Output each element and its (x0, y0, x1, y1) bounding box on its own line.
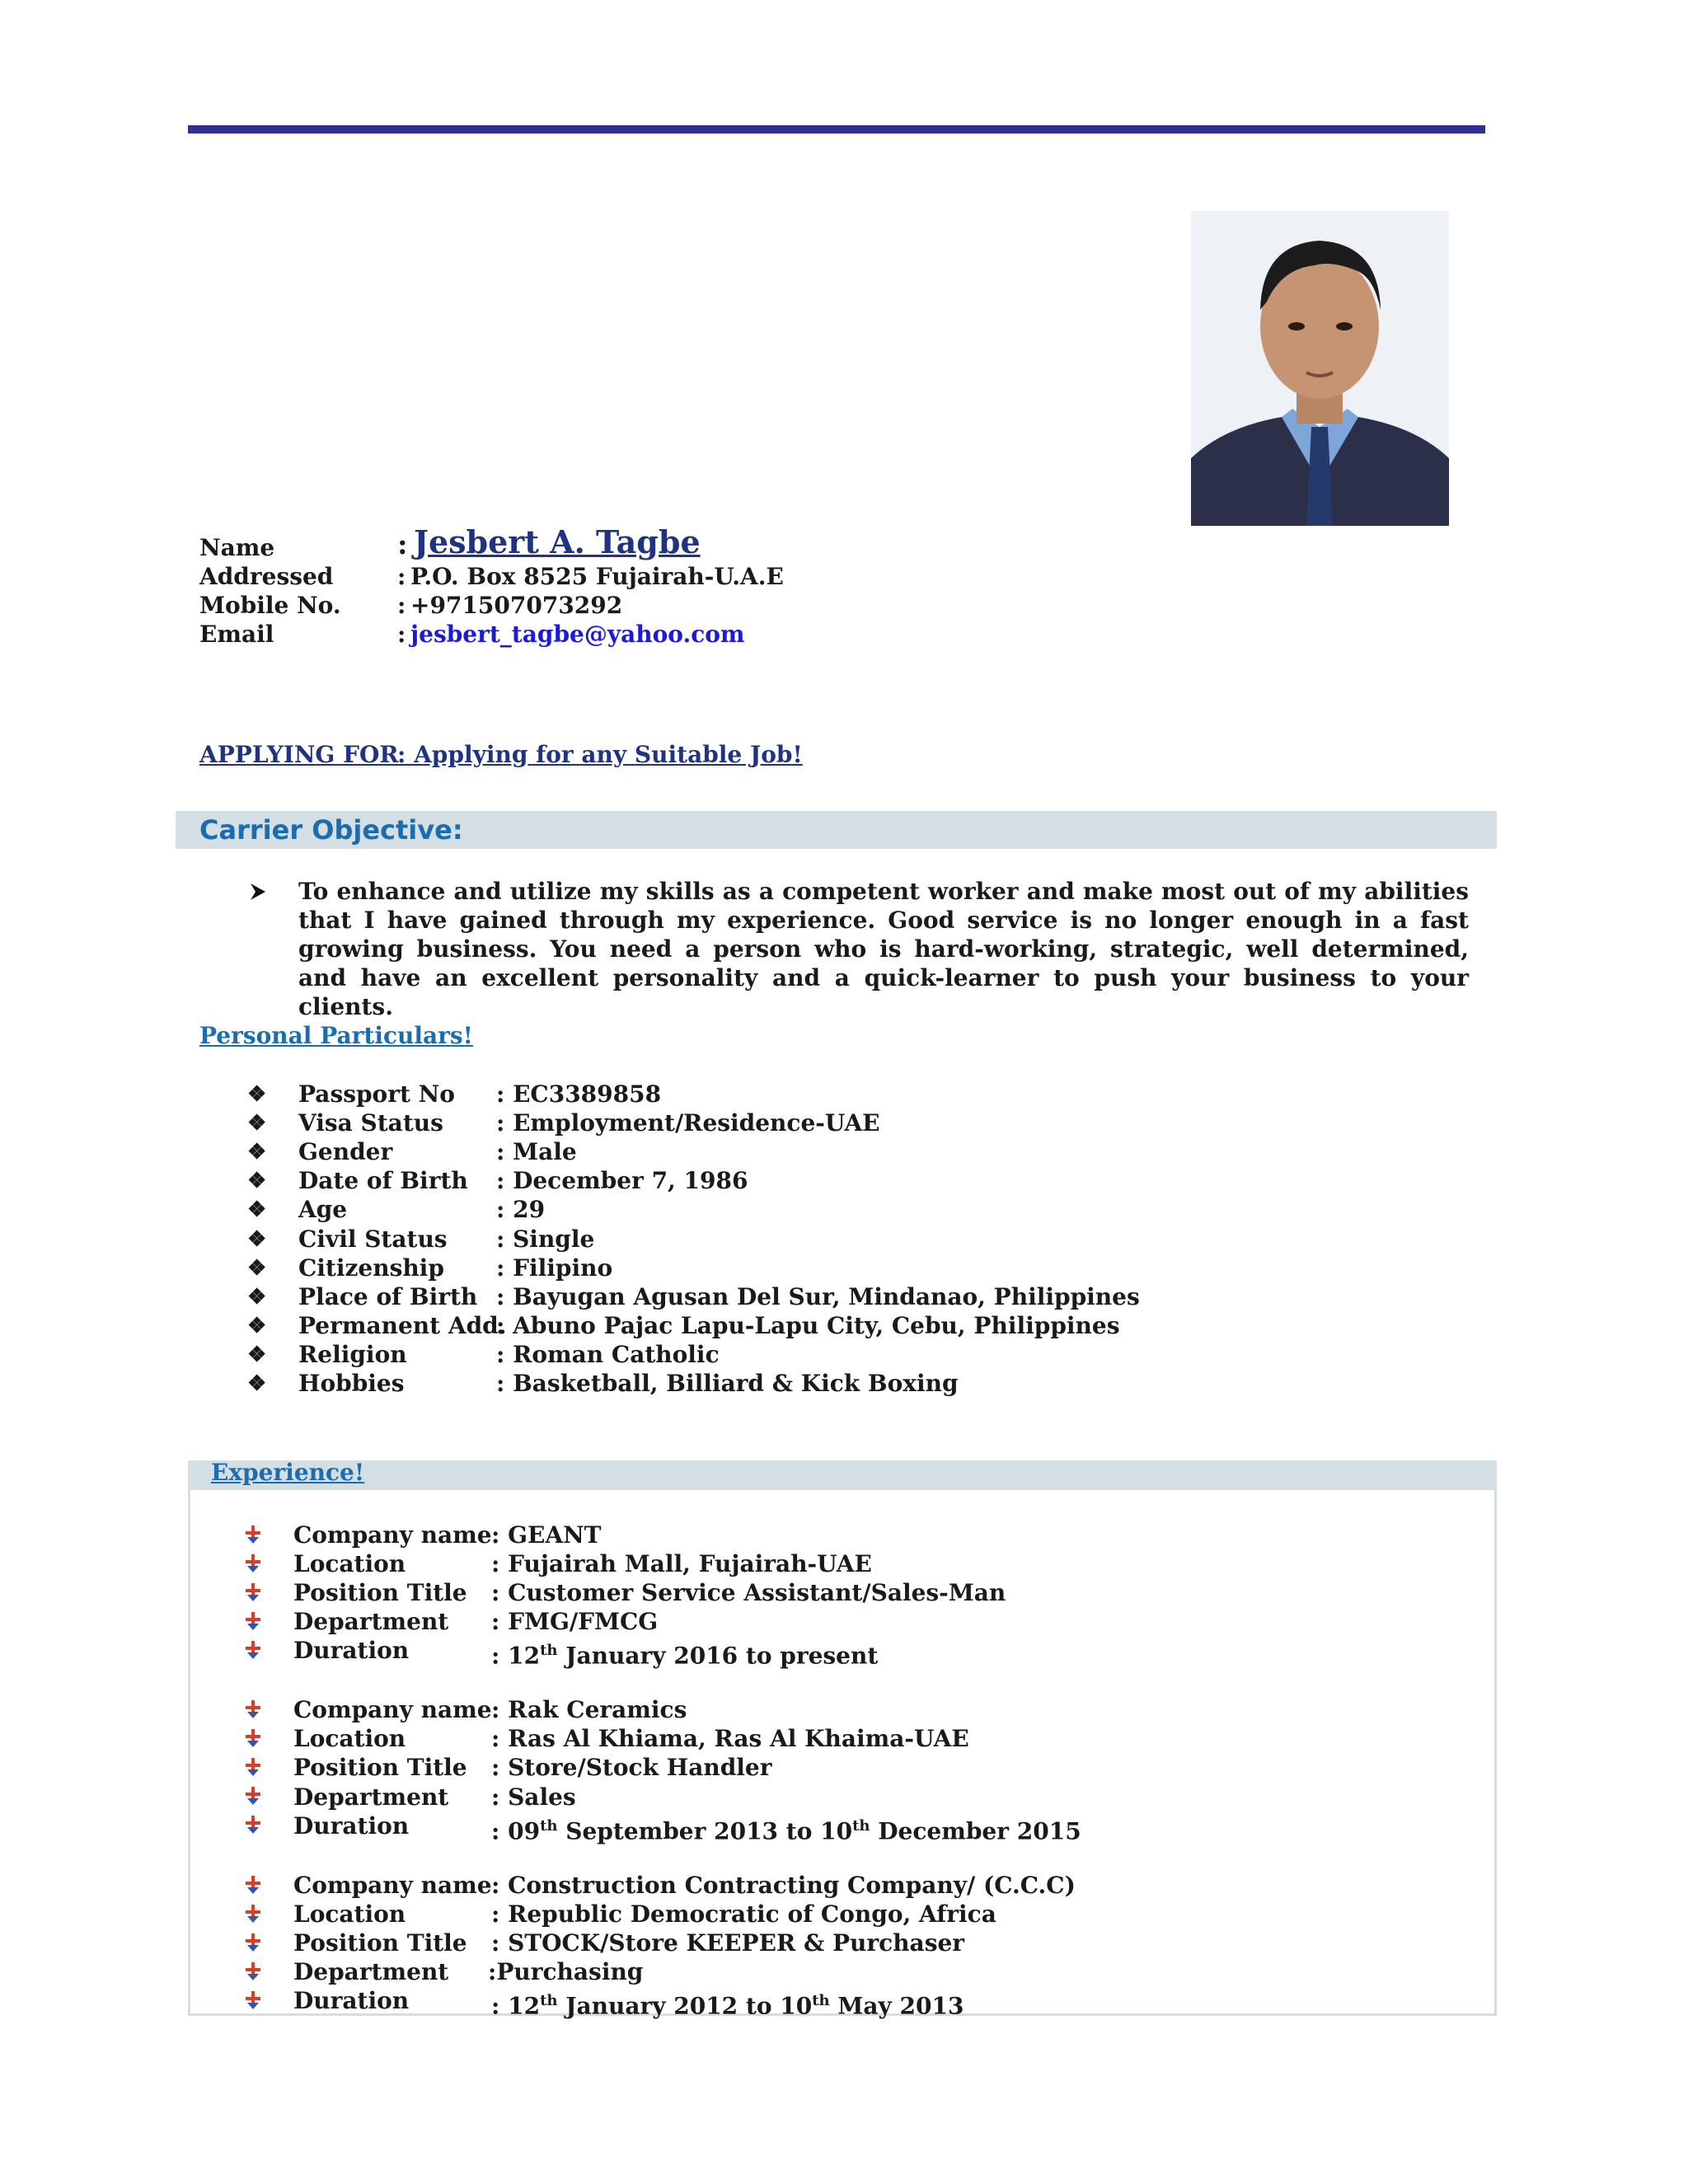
job-location-value: : Fujairah Mall, Fujairah-UAE (491, 1550, 872, 1577)
job-company-value: : GEANT (491, 1521, 602, 1549)
job-location-label: Location (293, 1725, 406, 1752)
address-colon: : (397, 563, 406, 590)
arrowhead-bullet-icon (249, 882, 267, 902)
diamond-cross-bullet-icon: ❖ (247, 1082, 267, 1107)
applying-value: : Applying for any Suitable Job! (397, 741, 803, 768)
diamond-cross-bullet-icon: ❖ (247, 1140, 267, 1165)
email-label: Email (199, 621, 274, 648)
diamond-cross-bullet-icon: ❖ (247, 1314, 267, 1338)
name-label: Name (199, 534, 275, 561)
down-arrow-plus-bullet-icon (244, 1582, 262, 1603)
job-department-value: : FMG/FMCG (491, 1608, 659, 1635)
diamond-cross-bullet-icon: ❖ (247, 1285, 267, 1310)
mobile-colon: : (397, 592, 406, 619)
job-position-value: : Store/Stock Handler (491, 1754, 772, 1781)
job-company-label: Company name (293, 1872, 492, 1899)
profile-photo (1191, 211, 1449, 526)
personal-item-hobbies (247, 1369, 1071, 1399)
mobile-label: Mobile No. (199, 592, 341, 619)
personal-item-value: : Male (496, 1138, 577, 1165)
job-position-label: Position Title (293, 1929, 467, 1957)
personal-item-label: Civil Status (298, 1226, 448, 1253)
down-arrow-plus-bullet-icon (244, 1727, 262, 1749)
personal-item-civil-status (247, 1225, 1071, 1254)
down-arrow-plus-bullet-icon (244, 1903, 262, 1924)
diamond-cross-bullet-icon: ❖ (247, 1111, 267, 1136)
diamond-cross-bullet-icon: ❖ (247, 1256, 267, 1281)
top-rule (188, 125, 1485, 134)
job-position-label: Position Title (293, 1579, 467, 1606)
down-arrow-plus-bullet-icon (244, 1756, 262, 1778)
personal-item-dob (247, 1166, 1071, 1196)
address-label: Addressed (199, 563, 334, 590)
diamond-cross-bullet-icon: ❖ (247, 1197, 267, 1222)
diamond-cross-bullet-icon: ❖ (247, 1343, 267, 1367)
experience-header-bar (188, 1460, 1497, 1490)
personal-particulars-title[interactable]: Personal Particulars! (199, 1022, 473, 1049)
personal-item-value: : December 7, 1986 (496, 1167, 748, 1194)
personal-item-value: : Single (496, 1226, 595, 1253)
personal-item-label: Place of Birth (298, 1283, 478, 1310)
personal-item-label: Date of Birth (298, 1167, 468, 1194)
personal-item-permanent-address (247, 1311, 1120, 1341)
email-colon: : (397, 621, 406, 648)
personal-item-label: Passport No (298, 1080, 455, 1108)
personal-item-value: : Roman Catholic (496, 1341, 720, 1368)
job-department-value: :Purchasing (488, 1958, 644, 1985)
down-arrow-plus-bullet-icon (244, 1814, 262, 1835)
job-duration-label: Duration (293, 1987, 410, 2014)
job-entry-1 (244, 1521, 1315, 1669)
job-company-label: Company name (293, 1696, 492, 1723)
down-arrow-plus-bullet-icon (244, 1961, 262, 1982)
job-department-value: : Sales (491, 1783, 576, 1811)
personal-item-value: : EC3389858 (496, 1080, 662, 1108)
diamond-cross-bullet-icon: ❖ (247, 1227, 267, 1252)
personal-item-value: : Bayugan Agusan Del Sur, Mindanao, Philippines (496, 1283, 1140, 1310)
objective-title: Carrier Objective: (199, 814, 463, 846)
job-duration-value: : 12th January 2016 to present (491, 1642, 879, 1670)
address-value: P.O. Box 8525 Fujairah-U.A.E (410, 563, 784, 590)
job-company-value: : Rak Ceramics (491, 1696, 687, 1723)
job-location-value: : Ras Al Khiama, Ras Al Khaima-UAE (491, 1725, 969, 1752)
personal-item-label: Gender (298, 1138, 393, 1165)
job-entry-3 (244, 1871, 1315, 2019)
personal-item-gender (247, 1137, 1071, 1167)
down-arrow-plus-bullet-icon (244, 1553, 262, 1574)
down-arrow-plus-bullet-icon (244, 1874, 262, 1896)
personal-item-value: : Basketball, Billiard & Kick Boxing (496, 1370, 959, 1397)
job-duration-label: Duration (293, 1637, 410, 1664)
personal-item-value: : Filipino (496, 1254, 613, 1282)
personal-item-label: Permanent Add. (298, 1312, 507, 1339)
down-arrow-plus-bullet-icon (244, 1610, 262, 1632)
diamond-cross-bullet-icon: ❖ (247, 1169, 267, 1193)
name-colon: : (397, 528, 408, 561)
job-duration-label: Duration (293, 1812, 410, 1840)
mobile-value: +971507073292 (410, 592, 623, 619)
job-position-label: Position Title (293, 1754, 467, 1781)
job-department-label: Department (293, 1783, 449, 1811)
job-department-label: Department (293, 1608, 449, 1635)
personal-item-religion (247, 1340, 1071, 1370)
down-arrow-plus-bullet-icon (244, 1785, 262, 1807)
down-arrow-plus-bullet-icon (244, 1639, 262, 1661)
job-duration-value: : 12th January 2012 to 10th May 2013 (491, 1992, 964, 2020)
job-company-label: Company name (293, 1521, 492, 1549)
objective-text: To enhance and utilize my skills as a competent worker and make most out of my abilities that I have gained through my experience. Good service is no longer enough in a fast growing business. You need a person who is hard-working, strategic, well determined, and have an excellent personality and a quick-learner to push your business to your clients. (298, 878, 1469, 1020)
objective-header-bar (176, 811, 1497, 849)
personal-item-age (247, 1195, 1071, 1225)
job-department-label: Department (293, 1958, 449, 1985)
down-arrow-plus-bullet-icon (244, 1524, 262, 1545)
personal-item-label: Hobbies (298, 1370, 405, 1397)
job-location-label: Location (293, 1900, 406, 1928)
job-location-value: : Republic Democratic of Congo, Africa (491, 1900, 996, 1928)
personal-item-place-of-birth (247, 1282, 1140, 1312)
applying-label: APPLYING FOR (199, 741, 399, 768)
personal-item-passport (247, 1080, 1071, 1109)
applicant-name: Jesbert A. Tagbe (414, 523, 701, 560)
down-arrow-plus-bullet-icon (244, 1990, 262, 2011)
diamond-cross-bullet-icon: ❖ (247, 1371, 267, 1396)
personal-item-citizenship (247, 1254, 1071, 1283)
personal-item-value: : 29 (496, 1196, 546, 1223)
job-position-value: : STOCK/Store KEEPER & Purchaser (491, 1929, 965, 1957)
personal-item-value: : Employment/Residence-UAE (496, 1109, 880, 1137)
down-arrow-plus-bullet-icon (244, 1932, 262, 1953)
personal-item-label: Age (298, 1196, 348, 1223)
down-arrow-plus-bullet-icon (244, 1699, 262, 1720)
job-company-value: : Construction Contracting Company/ (C.C.C) (491, 1872, 1076, 1899)
experience-title[interactable]: Experience! (211, 1459, 365, 1486)
job-location-label: Location (293, 1550, 406, 1577)
personal-item-visa (247, 1108, 1071, 1138)
job-position-value: : Customer Service Assistant/Sales-Man (491, 1579, 1006, 1606)
personal-item-label: Citizenship (298, 1254, 444, 1282)
email-link[interactable]: jesbert_tagbe@yahoo.com (410, 621, 745, 648)
personal-item-label: Visa Status (298, 1109, 443, 1137)
job-duration-value: : 09th September 2013 to 10th December 2015 (491, 1817, 1081, 1845)
personal-item-value: : Abuno Pajac Lapu-Lapu City, Cebu, Philippines (496, 1312, 1120, 1339)
job-entry-2 (244, 1695, 1315, 1844)
personal-item-label: Religion (298, 1341, 407, 1368)
